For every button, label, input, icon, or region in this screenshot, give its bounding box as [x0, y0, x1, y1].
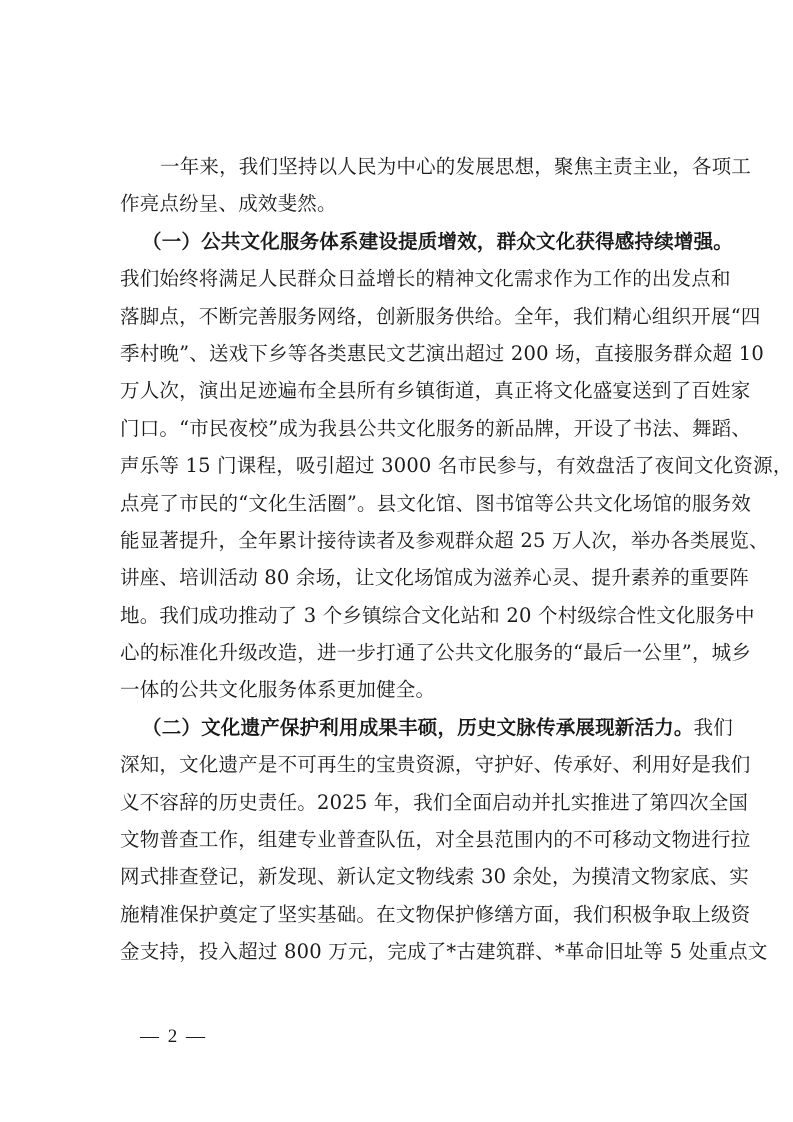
paragraph-line: [120, 709, 734, 746]
paragraph-line: 落脚点，不断完善服务网络，创新服务供给。全年，我们精心组织开展“四: [120, 304, 761, 328]
paragraph-text: 我们: [693, 715, 734, 739]
paragraph-line: 文物普查工作，组建专业普查队伍，对全县范围内的不可移动文物进行拉: [120, 828, 751, 852]
paragraph-line: 心的标准化升级改造，进一步打通了公共文化服务的“最后一公里”，城乡: [120, 641, 752, 665]
paragraph-line: 深知，文化遗产是不可再生的宝贵资源，守护好、传承好、利用好是我们: [120, 753, 751, 777]
paragraph-line: 季村晚”、送戏下乡等各类惠民文艺演出超过 200 场，直接服务群众超 10: [120, 341, 764, 365]
paragraph-line: 义不容辞的历史责任。2025 年，我们全面启动并扎实推进了第四次全国: [120, 790, 749, 814]
paragraph-line: 讲座、培训活动 80 余场，让文化场馆成为滋养心灵、提升素养的重要阵: [120, 566, 750, 590]
section-heading-1: （一）公共文化服务体系建设提质增效，群众文化获得感持续增强。: [142, 229, 734, 253]
paragraph-line: 一体的公共文化服务体系更加健全。: [120, 678, 436, 702]
paragraph-line: 施精准保护奠定了坚实基础。在文物保护修缮方面，我们积极争取上级资: [120, 902, 751, 926]
document-body: [120, 148, 793, 971]
paragraph-line: 作亮点纷呈、成效斐然。: [120, 192, 337, 216]
paragraph-line: 地。我们成功推动了 3 个乡镇综合文化站和 20 个村级综合性文化服务中: [120, 603, 755, 627]
paragraph-line: 我们始终将满足人民群众日益增长的精神文化需求作为工作的出发点和: [120, 267, 731, 291]
paragraph-line: 万人次，演出足迹遍布全县所有乡镇街道，真正将文化盛宴送到了百姓家: [120, 379, 751, 403]
section-heading-2: （二）文化遗产保护利用成果丰硕，历史文脉传承展现新活力。: [142, 715, 694, 739]
paragraph-line: 门口。“市民夜校”成为我县公共文化服务的新品牌，开设了书法、舞蹈、: [120, 416, 752, 440]
page-number: — 2 —: [140, 1026, 207, 1047]
paragraph-line: 一年来，我们坚持以人民为中心的发展思想，聚焦主责主业，各项工: [160, 155, 752, 178]
paragraph-line: 点亮了市民的“文化生活圈”。县文化馆、图书馆等公共文化场馆的服务效: [120, 491, 752, 515]
paragraph-line: 能显著提升，全年累计接待读者及参观群众超 25 万人次，举办各类展览、: [120, 528, 769, 552]
paragraph-line: 金支持，投入超过 800 万元，完成了*古建筑群、*革命旧址等 5 处重点文: [120, 940, 768, 964]
paragraph-line: 网式排查登记，新发现、新认定文物线索 30 余处，为摸清文物家底、实: [120, 865, 750, 889]
paragraph-line: 声乐等 15 门课程，吸引超过 3000 名市民参与，有效盘活了夜间文化资源，: [120, 454, 793, 478]
